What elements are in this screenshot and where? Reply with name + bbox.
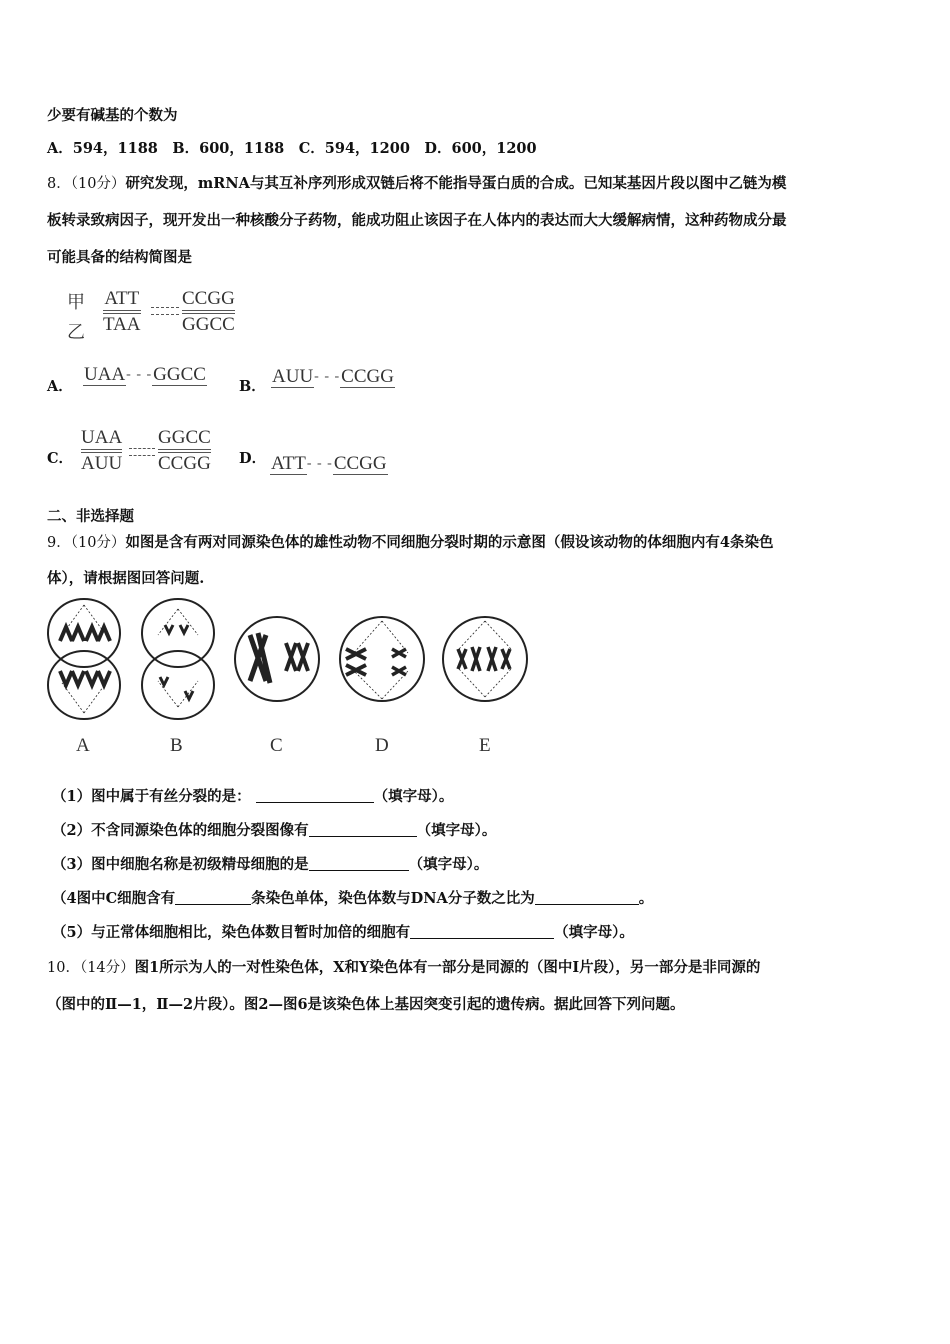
figure-dashes xyxy=(151,307,179,315)
q9-text1: 如图是含有两对同源染色体的雄性动物不同细胞分裂时期的示意图（假设该动物的体细胞内有4条染色 xyxy=(125,534,774,551)
option-b-right: CCGG xyxy=(341,366,394,387)
q9-sub3-blank[interactable] xyxy=(309,856,409,871)
option-a-strand[interactable] xyxy=(83,364,207,386)
q9-sub1-text: （1）图中属于有丝分裂的是： xyxy=(52,788,251,805)
option-a-left: UAA xyxy=(84,364,126,385)
q9-sub2 xyxy=(52,819,496,840)
figure-bot-right: GGCC xyxy=(182,314,235,335)
figure-right-pair xyxy=(182,288,235,336)
q9-sub4-tail: 。 xyxy=(638,890,654,907)
q8-score: （10分） xyxy=(70,176,126,192)
q10-text1: 图1所示为人的一对性染色体，X和Y染色体有一部分是同源的（图中Ⅰ片段），另一部分是非同源的 xyxy=(134,959,761,976)
option-c-label[interactable]: C． xyxy=(47,450,74,467)
q10-line2: （图中的Ⅱ—1，Ⅱ—2片段）。图2—图6是该染色体上基因突变引起的遗传病。据此回答下列问题。 xyxy=(47,996,685,1013)
q9-sub3 xyxy=(52,853,488,874)
q9-sub5-blank[interactable] xyxy=(410,924,554,939)
q10-number: 10． xyxy=(47,960,80,976)
q9-sub4-blank1[interactable] xyxy=(175,890,251,905)
q9-sub5 xyxy=(52,921,634,942)
q10-line1 xyxy=(47,956,760,977)
option-c-dashes xyxy=(129,448,155,456)
q9-sub5-tail: （填字母）。 xyxy=(554,924,634,941)
figure-left-pair xyxy=(103,288,141,336)
q9-sub1-tail: （填字母）。 xyxy=(373,788,454,805)
option-c-right-pair[interactable] xyxy=(158,427,211,475)
option-c-top-right: GGCC xyxy=(158,427,211,448)
option-c-bot-left: AUU xyxy=(81,453,123,474)
section-title: 二、非选择题 xyxy=(47,508,134,525)
q8-text1: 研究发现，mRNA与其互补序列形成双链后将不能指导蛋白质的合成。已知某基因片段以图中乙链为模 xyxy=(125,175,787,192)
cell-label-b: B xyxy=(170,735,183,756)
cell-e-drawing xyxy=(443,617,527,701)
dash: - - - xyxy=(306,456,333,471)
q9-sub1 xyxy=(52,785,453,806)
cell-a-drawing xyxy=(48,599,120,719)
q9-line2: 体），请根据图回答问题. xyxy=(47,570,205,587)
cell-d-drawing xyxy=(340,617,424,701)
option-b-left: AUU xyxy=(272,366,314,387)
q9-score: （10分） xyxy=(70,535,126,551)
q9-number: 9． xyxy=(47,535,71,551)
q9-sub3-text: （3）图中细胞名称是初级精母细胞的是 xyxy=(52,856,309,873)
q9-sub2-blank[interactable] xyxy=(309,822,417,837)
figure-top-left: ATT xyxy=(104,288,140,309)
cell-label-e: E xyxy=(479,735,491,756)
option-d-left: ATT xyxy=(271,453,306,474)
cell-c-drawing xyxy=(235,617,319,701)
cell-label-a: A xyxy=(76,735,90,756)
q9-sub5-text: （5）与正常体细胞相比，染色体数目暂时加倍的细胞有 xyxy=(52,924,411,941)
q8-line1 xyxy=(47,172,786,193)
option-a-right: GGCC xyxy=(153,364,206,385)
figure-bot-left: TAA xyxy=(103,314,141,335)
q7-tail: 少要有碱基的个数为 xyxy=(47,107,178,124)
cell-b-drawing xyxy=(142,599,214,719)
option-d-right: CCGG xyxy=(333,453,387,474)
cell-label-d: D xyxy=(375,735,389,756)
q8-line2: 板转录致病因子，现开发出一种核酸分子药物，能成功阻止该因子在人体内的表达而大大缓解病情，这种药物成分最 xyxy=(47,212,787,229)
option-b-strand[interactable] xyxy=(271,366,395,388)
option-c-bot-right: CCGG xyxy=(158,453,211,474)
option-c-left-pair[interactable] xyxy=(81,427,122,475)
dash: - - - xyxy=(314,369,341,384)
label-yi: 乙 xyxy=(67,322,85,342)
q9-sub3-tail: （填字母）。 xyxy=(408,856,489,873)
q7-options: A．594，1188 B．600，1188 C．594，1200 D．600，1200 xyxy=(47,140,537,157)
q8-number: 8． xyxy=(47,176,71,192)
q9-sub1-blank[interactable] xyxy=(256,788,374,803)
label-jia: 甲 xyxy=(67,292,85,312)
q9-sub4-text: （4图中C细胞含有 xyxy=(52,890,176,907)
option-d-label[interactable]: D． xyxy=(239,450,267,467)
q9-sub2-tail: （填字母）。 xyxy=(416,822,497,839)
figure-top-right: CCGG xyxy=(182,288,235,309)
q9-sub2-text: （2）不含同源染色体的细胞分裂图像有 xyxy=(52,822,309,839)
q9-sub4-blank2[interactable] xyxy=(535,890,639,905)
option-a-label[interactable]: A． xyxy=(47,378,73,395)
q9-sub4 xyxy=(52,887,653,908)
dash: - - - xyxy=(126,367,153,382)
option-d-strand[interactable] xyxy=(270,453,388,475)
cell-division-figure xyxy=(40,595,540,735)
q8-line3: 可能具备的结构简图是 xyxy=(47,249,192,266)
cell-label-c: C xyxy=(270,735,283,756)
q9-line1 xyxy=(47,531,774,552)
option-b-label[interactable]: B． xyxy=(239,378,266,395)
q10-score: （14分） xyxy=(79,960,135,976)
option-c-top-left: UAA xyxy=(81,427,123,448)
q9-sub4-mid: 条染色单体，染色体数与DNA分子数之比为 xyxy=(251,890,535,907)
